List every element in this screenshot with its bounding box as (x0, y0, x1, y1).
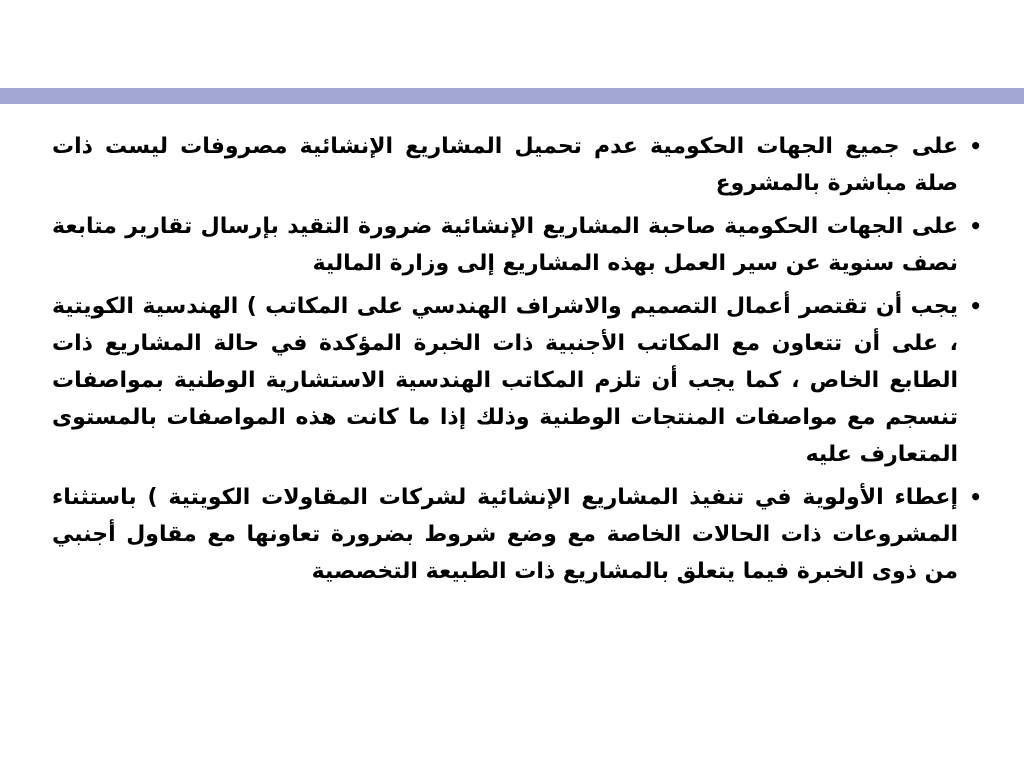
header-accent-band (0, 88, 1024, 104)
bullet-text: إعطاء الأولوية في تنفيذ المشاريع الإنشائية لشركات المقاولات الكويتية ) باستثناء المشروعات ذات الحالات الخاصة مع وضع شروط بضرورة تعاونها مع مقاول أجنبي من ذوى الخبرة فيما يتعلق بالمشاريع ذات الطبيعة التخصصية (52, 485, 958, 584)
list-item (52, 208, 982, 282)
list-item (52, 479, 982, 590)
bullet-icon: • (969, 214, 982, 238)
bullet-icon: • (969, 134, 982, 158)
bullet-list (52, 128, 982, 596)
bullet-text: على الجهات الحكومية صاحبة المشاريع الإنشائية ضرورة التقيد بإرسال تقارير متابعة نصف سنوية عن سير العمل بهذه المشاريع إلى وزارة المالية (52, 214, 958, 276)
bullet-icon: • (969, 485, 982, 509)
list-item (52, 288, 982, 473)
bullet-text: يجب أن تقتصر أعمال التصميم والاشراف الهندسي على المكاتب ) الهندسية الكويتية ، على أن تتعاون مع المكاتب الأجنبية ذات الخبرة المؤكدة في حالة المشاريع ذات الطابع الخاص ، كما يجب أن تلزم المكاتب الهندسية الاستشارية الوطنية بمواصفات تنسجم مع مواصفات المنتجات الوطنية وذلك إذا ما كانت هذه المواصفات بالمستوى المتعارف عليه (52, 294, 958, 467)
list-item (52, 128, 982, 202)
bullet-icon: • (969, 294, 982, 318)
bullet-text: على جميع الجهات الحكومية عدم تحميل المشاريع الإنشائية مصروفات ليست ذات صلة مباشرة بالمشروع (52, 134, 958, 196)
